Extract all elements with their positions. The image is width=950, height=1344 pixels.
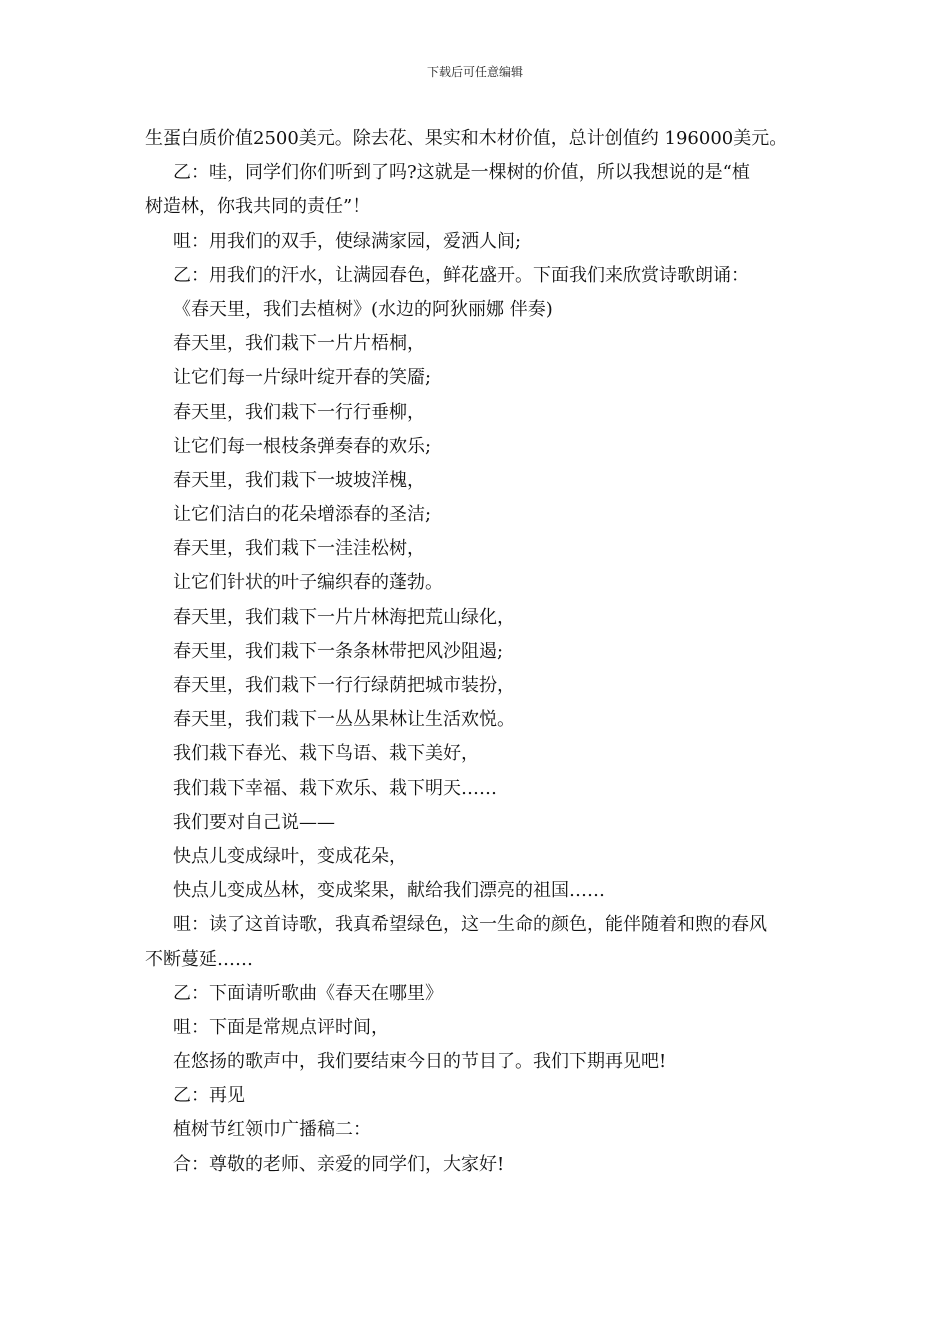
text-line-3: 树造林，你我共同的责任”！ [145,196,371,218]
text-line-31: 合：尊敬的老师、亲爱的同学们，大家好! [173,1153,505,1175]
text-line-1: 生蛋白质价值2500美元。除去花、果实和木材价值，总计创值约 196000美元。 [145,128,788,149]
section-heading: 植树节红领巾广播稿二： [173,1119,371,1141]
text-line-24: 咀：读了这首诗歌，我真希望绿色，这一生命的颜色，能伴随着和煦的春风 [173,914,767,936]
poem-line-5: 春天里，我们栽下一坡坡洋槐， [173,469,425,491]
poem-line-16: 快点儿变成绿叶，变成花朵， [173,845,407,867]
poem-line-8: 让它们针状的叶子编织春的蓬勃。 [173,572,443,594]
document-body [145,122,809,1182]
poem-line-3: 春天里，我们栽下一行行垂柳， [173,401,425,423]
poem-line-11: 春天里，我们栽下一行行绿荫把城市装扮， [173,675,515,696]
poem-line-7: 春天里，我们栽下一洼洼松树， [173,538,425,560]
poem-line-1: 春天里，我们栽下一片片梧桐， [173,333,425,355]
text-line-26: 乙：下面请听歌曲《春天在哪里》 [173,982,443,1004]
poem-line-15: 我们要对自己说—— [173,811,335,833]
text-line-28: 在悠扬的歌声中，我们要结束今日的节目了。我们下期再见吧! [173,1051,667,1073]
poem-line-13: 我们栽下春光、栽下鸟语、栽下美好， [173,743,479,765]
poem-line-9: 春天里，我们栽下一片片林海把荒山绿化， [173,606,515,628]
poem-line-12: 春天里，我们栽下一丛丛果林让生活欢悦。 [173,709,515,731]
text-line-29: 乙：再见 [173,1085,245,1107]
poem-line-10: 春天里，我们栽下一条条林带把风沙阻遏; [173,640,504,662]
poem-line-2: 让它们每一片绿叶绽开春的笑靥; [173,367,432,389]
page-header-note: 下载后可任意编辑 [426,65,523,79]
text-line-5: 乙：用我们的汗水，让满园春色，鲜花盛开。下面我们来欣赏诗歌朗诵： [173,264,749,286]
poem-line-14: 我们栽下幸福、栽下欢乐、栽下明天…… [173,777,497,799]
text-line-25: 不断蔓延…… [145,948,253,970]
poem-line-4: 让它们每一根枝条弹奏春的欢乐; [173,435,432,457]
poem-line-6: 让它们洁白的花朵增添春的圣洁; [173,504,432,526]
poem-line-17: 快点儿变成丛林，变成桨果，献给我们漂亮的祖国…… [173,880,605,902]
text-line-27: 咀：下面是常规点评时间， [173,1016,389,1038]
poem-title: 《春天里，我们去植树》(水边的阿狄丽娜 伴奏) [173,298,553,320]
text-line-4: 咀：用我们的双手，使绿满家园，爱洒人间; [173,230,522,252]
text-line-2: 乙：哇，同学们你们听到了吗?这就是一棵树的价值，所以我想说的是“植 [173,162,750,184]
